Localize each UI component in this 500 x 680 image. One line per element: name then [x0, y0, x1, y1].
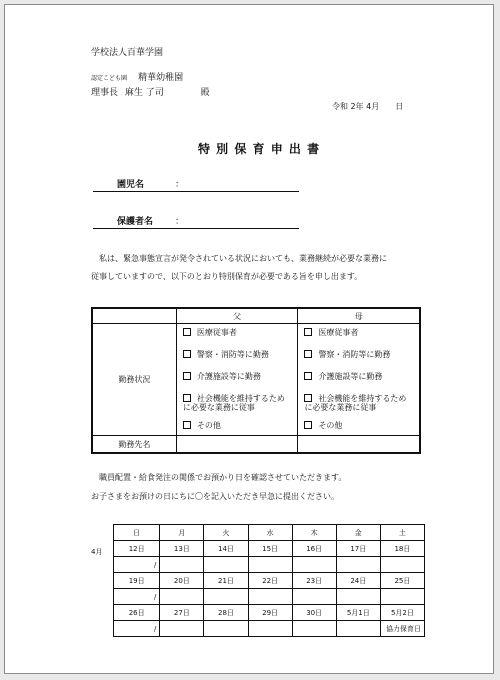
status-row: [92, 324, 420, 436]
mark-cell[interactable]: [204, 557, 248, 573]
weekday-wed: 水: [248, 525, 292, 541]
guardian-name-field[interactable]: [93, 228, 299, 229]
mark-cell[interactable]: [160, 621, 204, 637]
date-cell: 5月2日: [380, 605, 424, 621]
checkbox-icon[interactable]: [183, 350, 191, 358]
date-cell: 30日: [292, 605, 336, 621]
option-label-cont: に必要な業務に従事: [182, 403, 255, 412]
date-cell: 23日: [292, 573, 336, 589]
honorific: 殿: [200, 88, 210, 98]
date-cell: 26日: [114, 605, 160, 621]
mother-option-police[interactable]: [304, 350, 419, 360]
date-cell: 5月1日: [336, 605, 380, 621]
checkbox-icon[interactable]: [304, 372, 312, 380]
option-label: 警察・消防等に勤務: [318, 350, 391, 359]
option-label: 介護施設等に勤務: [318, 372, 383, 381]
application-date: 令和 2年 4月 日: [332, 102, 404, 111]
mark-cell[interactable]: [292, 621, 336, 637]
note-line-1: 職員配置・給食発注の関係でお預かり日を確認させていただきます。: [99, 473, 347, 482]
mother-employer-field[interactable]: [298, 436, 420, 454]
mark-cell[interactable]: [380, 557, 424, 573]
mother-option-care[interactable]: [304, 372, 419, 382]
father-option-medical[interactable]: [183, 328, 298, 338]
mark-cell[interactable]: [336, 621, 380, 637]
mark-cell[interactable]: [248, 621, 292, 637]
mother-option-other[interactable]: [304, 421, 419, 431]
date-cell: 16日: [292, 541, 336, 557]
mark-cell-sunday[interactable]: /: [114, 557, 160, 573]
date-cell: 18日: [380, 541, 424, 557]
cooperative-care-day-note: 協力保育日: [380, 621, 424, 637]
child-name-label: 園児名: [117, 180, 145, 190]
mark-cell[interactable]: [204, 589, 248, 605]
option-label: 社会機能を維持するため: [196, 394, 285, 403]
date-cell: 29日: [248, 605, 292, 621]
option-label: その他: [318, 421, 343, 430]
corp-name: 学校法人百華学園: [91, 48, 164, 58]
date-cell: 25日: [380, 573, 424, 589]
father-option-police[interactable]: [183, 350, 298, 360]
status-corner-cell: [92, 308, 176, 324]
date-row-week2: [114, 573, 425, 589]
date-row-week3: [114, 605, 425, 621]
work-status-table: [91, 307, 421, 454]
mother-header: 母: [298, 308, 420, 324]
mark-cell[interactable]: [292, 557, 336, 573]
work-status-label: 勤務状況: [92, 324, 176, 436]
option-label: その他: [196, 421, 221, 430]
option-label: 医療従事者: [196, 328, 237, 337]
weekday-sun: 日: [114, 525, 160, 541]
mark-cell[interactable]: [248, 589, 292, 605]
checkbox-icon[interactable]: [304, 350, 312, 358]
employer-label: 勤務先名: [92, 436, 176, 454]
option-label: 社会機能を維持するため: [318, 394, 407, 403]
director-title: 理事長: [91, 88, 119, 98]
mother-options: [298, 324, 420, 436]
date-cell: 12日: [114, 541, 160, 557]
date-cell: 20日: [160, 573, 204, 589]
father-options: [176, 324, 298, 436]
option-label: 警察・消防等に勤務: [196, 350, 269, 359]
date-cell: 27日: [160, 605, 204, 621]
option-label: 医療従事者: [318, 328, 359, 337]
note-line-2: お子さまをお預けの日にちに〇を記入いただき早急に提出ください。: [91, 492, 339, 501]
employer-row: [92, 436, 420, 454]
child-name-field[interactable]: [93, 191, 299, 192]
father-option-social[interactable]: [183, 394, 298, 412]
checkbox-icon[interactable]: [304, 328, 312, 336]
mark-cell[interactable]: [160, 589, 204, 605]
date-cell: 13日: [160, 541, 204, 557]
option-label: 介護施設等に勤務: [196, 372, 261, 381]
mark-cell[interactable]: [292, 589, 336, 605]
date-cell: 21日: [204, 573, 248, 589]
date-cell: 19日: [114, 573, 160, 589]
guardian-name-colon: ：: [175, 217, 185, 227]
father-employer-field[interactable]: [176, 436, 298, 454]
father-header: 父: [176, 308, 298, 324]
form-title: 特 別 保 育 申 出 書: [198, 142, 321, 156]
director-line: [91, 85, 210, 98]
date-cell: 28日: [204, 605, 248, 621]
father-option-care[interactable]: [183, 372, 298, 382]
director-name: 麻生 了司: [124, 88, 164, 98]
weekday-tue: 火: [204, 525, 248, 541]
calendar-month: 4月: [91, 548, 103, 556]
father-option-other[interactable]: [183, 421, 298, 431]
date-cell: 17日: [336, 541, 380, 557]
school-name-line: [91, 65, 183, 84]
checkbox-icon[interactable]: [183, 394, 191, 402]
mark-cell[interactable]: [248, 557, 292, 573]
mark-cell[interactable]: [336, 557, 380, 573]
status-header-row: [92, 308, 420, 324]
date-cell: 14日: [204, 541, 248, 557]
mother-option-social[interactable]: [304, 394, 419, 412]
checkbox-icon[interactable]: [304, 421, 312, 429]
weekday-row: [114, 525, 425, 541]
mark-cell-sunday[interactable]: /: [114, 621, 160, 637]
child-name-colon: ：: [175, 180, 185, 190]
weekday-sat: 土: [380, 525, 424, 541]
checkbox-icon[interactable]: [183, 421, 191, 429]
date-cell: 22日: [248, 573, 292, 589]
intro-line-2: 従事していますので、以下のとおり特別保育が必要である旨を申し出ます。: [91, 272, 363, 281]
intro-line-1: 私は、緊急事態宣言が発令されている状況においても、業務継続が必要な業務に: [99, 254, 387, 263]
attendance-calendar: [113, 524, 425, 637]
mark-row-week3: [114, 621, 425, 637]
checkbox-icon[interactable]: [183, 372, 191, 380]
mark-cell[interactable]: [336, 589, 380, 605]
weekday-mon: 月: [160, 525, 204, 541]
weekday-fri: 金: [336, 525, 380, 541]
checkbox-icon[interactable]: [183, 328, 191, 336]
school-prefix: 認定こども園: [91, 75, 128, 82]
mark-row-week2: [114, 589, 425, 605]
mark-cell-sunday[interactable]: /: [114, 589, 160, 605]
mark-cell[interactable]: [204, 621, 248, 637]
mark-cell[interactable]: [380, 589, 424, 605]
checkbox-icon[interactable]: [304, 394, 312, 402]
guardian-name-label: 保護者名: [117, 217, 154, 227]
weekday-thu: 木: [292, 525, 336, 541]
mark-row-week1: [114, 557, 425, 573]
date-row-week1: [114, 541, 425, 557]
mother-option-medical[interactable]: [304, 328, 419, 338]
option-label-cont: に必要な業務に従事: [304, 403, 377, 412]
form-page: [4, 4, 494, 674]
school-name: 精華幼稚園: [138, 73, 184, 83]
date-cell: 15日: [248, 541, 292, 557]
mark-cell[interactable]: [160, 557, 204, 573]
date-cell: 24日: [336, 573, 380, 589]
